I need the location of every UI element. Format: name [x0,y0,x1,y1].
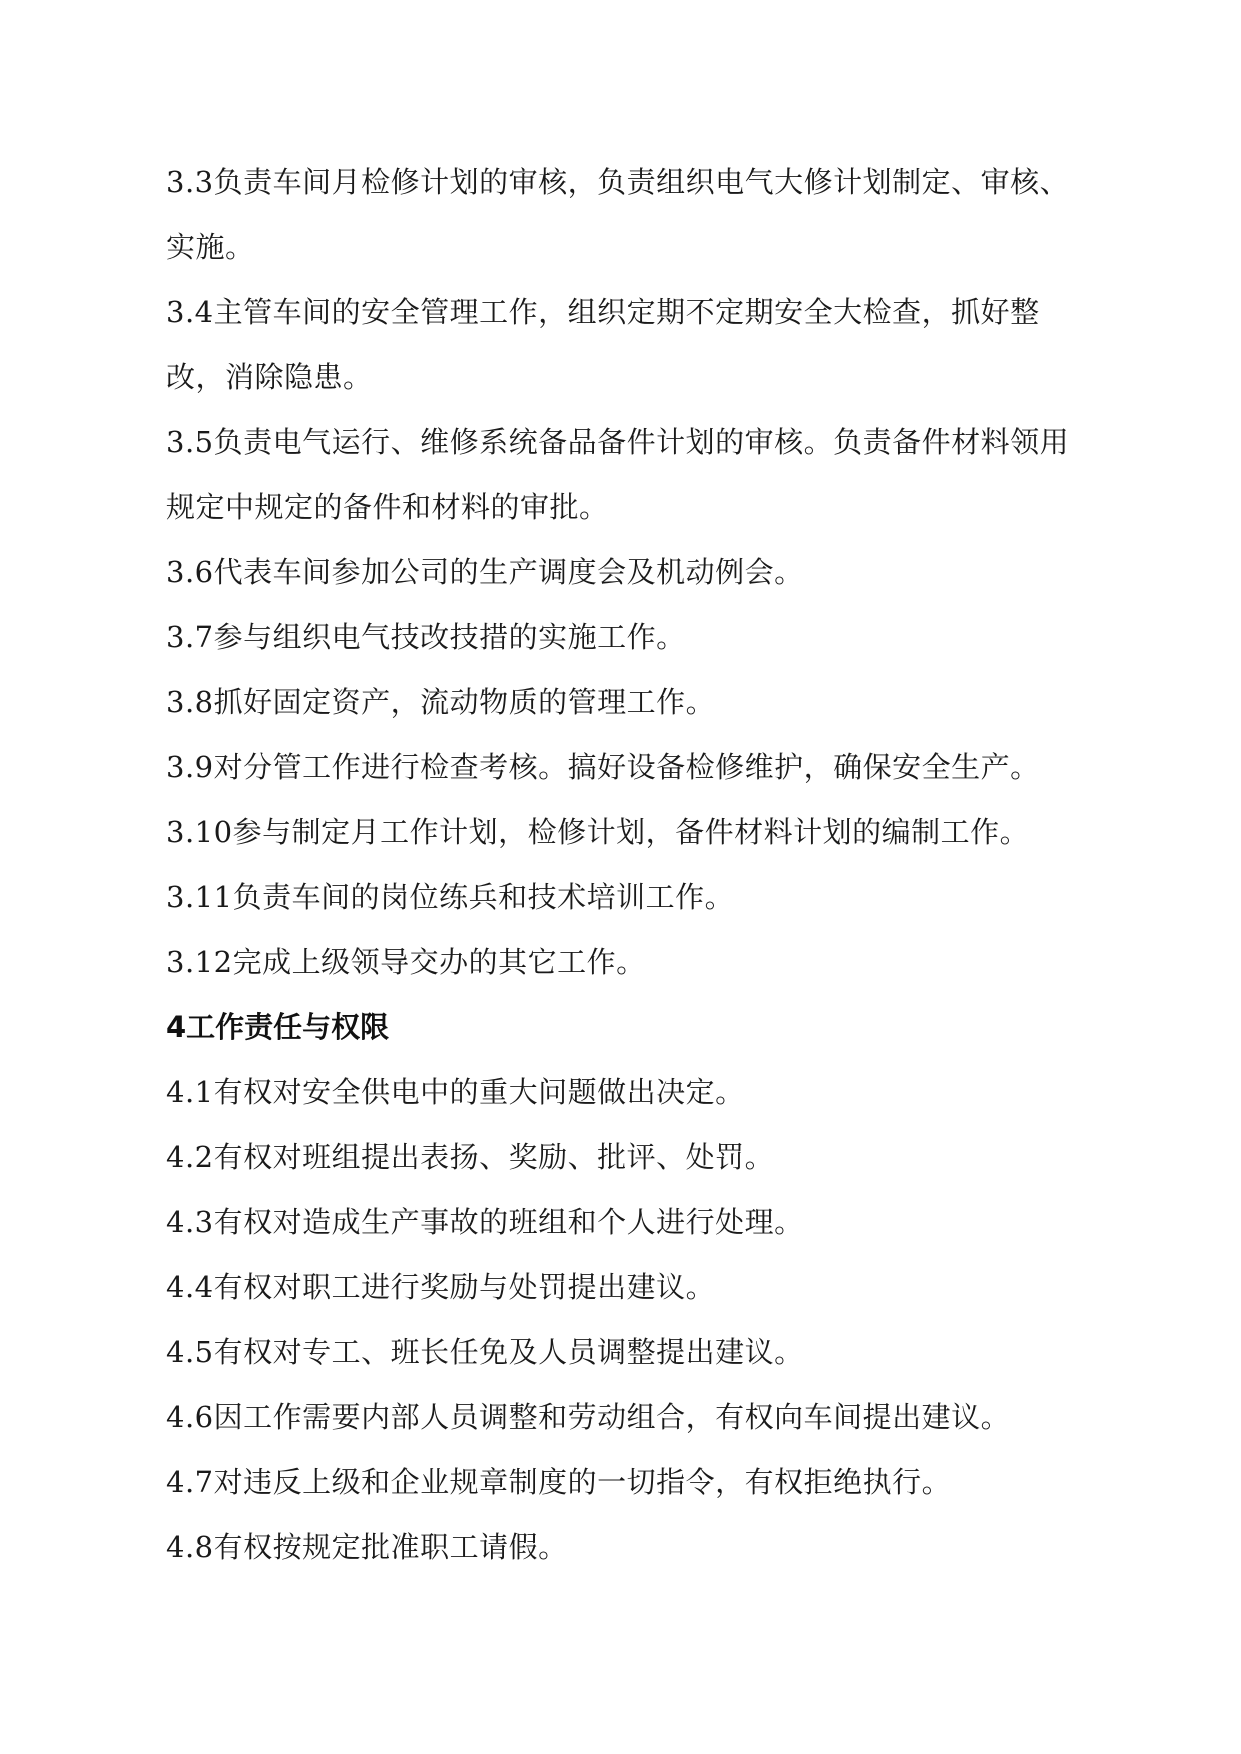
section-heading-4: 4工作责任与权限 [166,1010,390,1044]
list-item-3-8: 3.8抓好固定资产，流动物质的管理工作。 [166,685,716,719]
list-item-3-7: 3.7参与组织电气技改技措的实施工作。 [166,620,686,654]
list-item-4-8: 4.8有权按规定批准职工请假。 [166,1530,568,1564]
page-content [166,150,1096,1580]
list-item-4-6: 4.6因工作需要内部人员调整和劳动组合，有权向车间提出建议。 [166,1400,1011,1434]
list-item-3-10: 3.10参与制定月工作计划，检修计划，备件材料计划的编制工作。 [166,815,1030,849]
list-item-4-5: 4.5有权对专工、班长任免及人员调整提出建议。 [166,1335,804,1369]
list-item-3-4: 3.4主管车间的安全管理工作，组织定期不定期安全大检查，抓好整改，消除隐患。 [166,295,1040,394]
list-item-4-4: 4.4有权对职工进行奖励与处罚提出建议。 [166,1270,716,1304]
list-item-3-12: 3.12完成上级领导交办的其它工作。 [166,945,646,979]
list-item-4-3: 4.3有权对造成生产事故的班组和个人进行处理。 [166,1205,804,1239]
list-item-3-3: 3.3负责车间月检修计划的审核，负责组织电气大修计划制定、审核、实施。 [166,165,1070,264]
list-item-4-7: 4.7对违反上级和企业规章制度的一切指令，有权拒绝执行。 [166,1465,952,1499]
list-item-4-2: 4.2有权对班组提出表扬、奖励、批评、处罚。 [166,1140,775,1174]
list-item-3-6: 3.6代表车间参加公司的生产调度会及机动例会。 [166,555,804,589]
list-item-3-5: 3.5负责电气运行、维修系统备品备件计划的审核。负责备件材料领用规定中规定的备件和材料的审批。 [166,425,1070,524]
list-item-3-11: 3.11负责车间的岗位练兵和技术培训工作。 [166,880,735,914]
list-item-4-1: 4.1有权对安全供电中的重大问题做出决定。 [166,1075,745,1109]
list-item-3-9: 3.9对分管工作进行检查考核。搞好设备检修维护，确保安全生产。 [166,750,1040,784]
